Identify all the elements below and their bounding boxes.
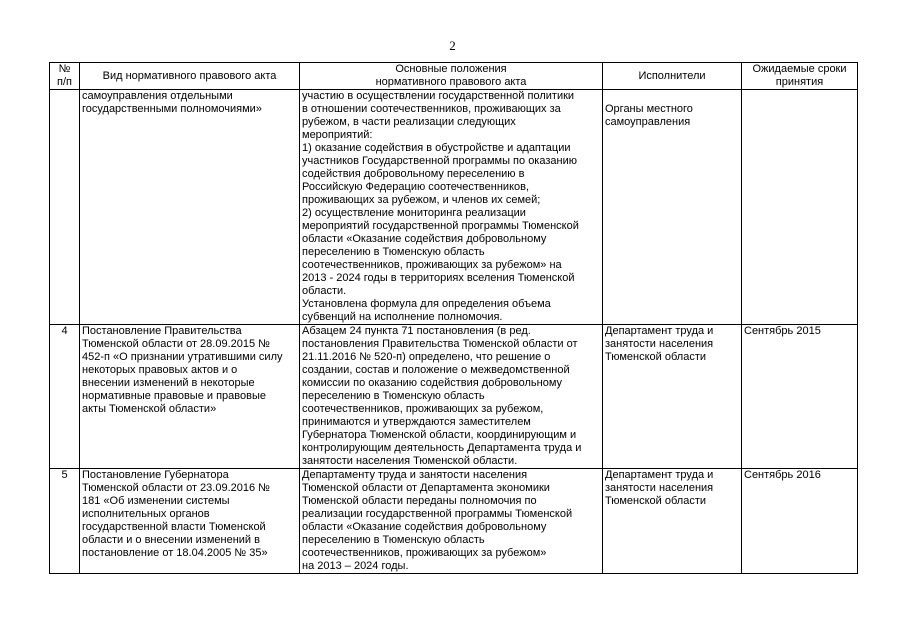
row-executors: Департамент труда и занятости населения Тюменской области <box>603 469 742 574</box>
table-row <box>50 90 858 325</box>
header-executors: Исполнители <box>603 63 742 90</box>
table-row <box>50 325 858 469</box>
row-num: 5 <box>50 469 80 574</box>
page-number: 2 <box>449 38 456 53</box>
row-act-type: Постановление Правительства Тюменской области от 28.09.2015 № 452-п «О признании утратившими силу некоторых правовых актов и о внесении изменений в некоторые нормативные правовые и правовые акты Тюменской области» <box>80 325 300 469</box>
header-act-type: Вид нормативного правового акта <box>80 63 300 90</box>
row-expected-date: Сентябрь 2015 <box>742 325 858 469</box>
row-main-provisions: Абзацем 24 пункта 71 постановления (в ред. постановления Правительства Тюменской области от 21.11.2016 № 520-п) определено, что решение о создании, состав и положение о межведомственной комиссии по оказанию содействия добровольному переселению в Тюменскую область соотечественников, проживающих за рубежом, принимаются и утверждаются заместителем Губернатора Тюменской области, координирующим и контролирующим деятельность Департамента труда и занятости населения Тюменской области. <box>300 325 603 469</box>
row-act-type: самоуправления отдельными государственными полномочиями» <box>80 90 300 325</box>
row-executors-cell <box>603 90 742 325</box>
row-main-provisions: участию в осуществлении государственной политики в отношении соотечественников, проживающих за рубежом, в части реализации следующих мероприятий: 1) оказание содействия в обустройстве и адаптации участников Государственной программы по оказанию содействия добровольному переселению в Российскую Федерацию соотечественников, проживающих за рубежом, и членов их семей; 2) осуществление мониторинга реализации мероприятий государственной программы Тюменской области «Оказание содействия добровольному переселению в Тюменскую область соотечественников, проживающих за рубежом» на 2013 - 2024 годы в территориях вселения Тюменской области. Установлена формула для определения объема субвенций на исполнение полномочия. <box>300 90 603 325</box>
table-header-row <box>50 63 858 90</box>
header-num: № п/п <box>50 63 80 90</box>
row-expected-date <box>742 90 858 325</box>
table-row <box>50 469 858 574</box>
header-expected-dates: Ожидаемые сроки принятия <box>742 63 858 90</box>
header-main-provisions: Основные положения нормативного правового акта <box>300 63 603 90</box>
row-expected-date: Сентябрь 2016 <box>742 469 858 574</box>
row-num: 4 <box>50 325 80 469</box>
row-executors: Департамент труда и занятости населения Тюменской области <box>603 325 742 469</box>
row-executors: Органы местного самоуправления <box>605 103 693 128</box>
row-act-type: Постановление Губернатора Тюменской области от 23.09.2016 № 181 «Об изменении системы исполнительных органов государственной власти Тюменской области и о внесении изменений в постановление от 18.04.2005 № 35» <box>80 469 300 574</box>
row-main-provisions: Департаменту труда и занятости населения Тюменской области от Департамента экономики Тюменской области переданы полномочия по реализации государственной программы Тюменской области «Оказание содействия добровольному переселению в Тюменскую область соотечественников, проживающих за рубежом» на 2013 – 2024 годы. <box>300 469 603 574</box>
row-num <box>50 90 80 325</box>
legal-acts-table <box>49 62 858 574</box>
